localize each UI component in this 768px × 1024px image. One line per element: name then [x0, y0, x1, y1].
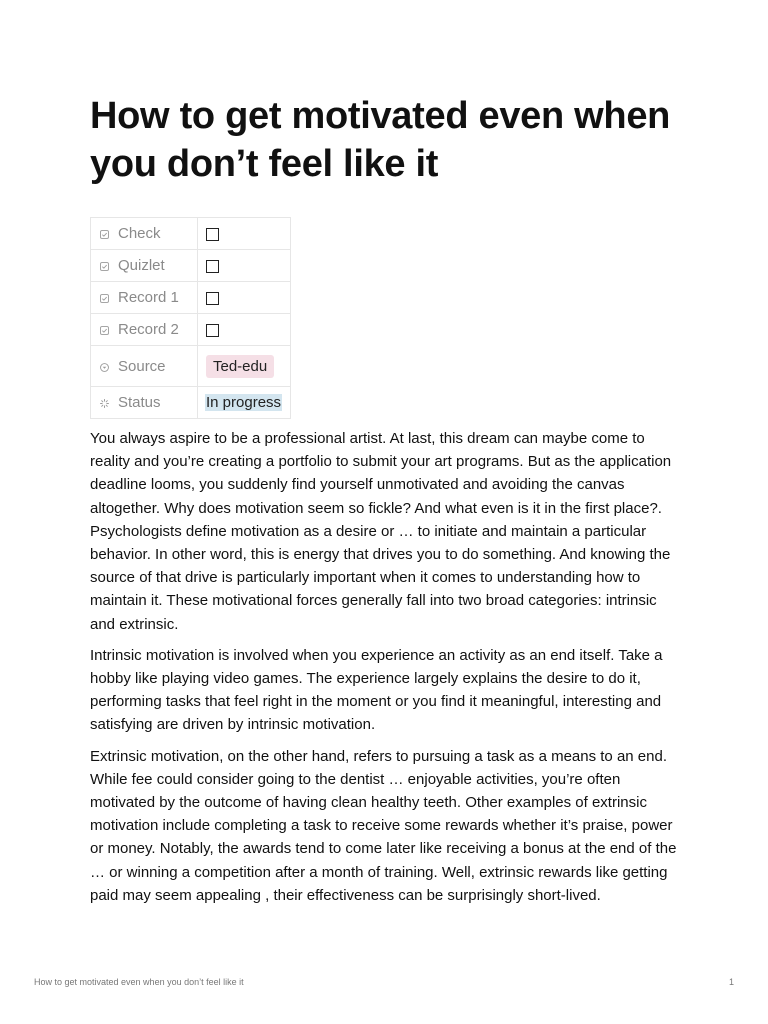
property-key — [91, 314, 198, 346]
checkbox-property-icon — [100, 294, 109, 303]
property-key — [91, 346, 198, 387]
source-tag[interactable]: Ted-edu — [206, 355, 274, 378]
property-label: Record 1 — [118, 289, 179, 306]
property-label: Status — [118, 394, 161, 411]
property-key — [91, 218, 198, 250]
property-row-check — [91, 218, 291, 250]
property-key — [91, 387, 198, 419]
property-value — [198, 218, 291, 250]
paragraph: You always aspire to be a professional artist. At last, this dream can maybe come to reality and you’re creating a portfolio to submit your art programs. But as the application deadline looms, you suddenly find yourself unmotivated and avoiding the canvas altogether. Why does motivation seem so fickle? And what even is it in the first place?. Psychologists define motivation as a desire or … to initiate and maintain a particular behavior. In other word, this is energy that drives you to do something. And knowing the source of that drive is particularly important when it comes to understanding how to maintain it. These motivational forces generally fall into two broad categories: intrinsic and extrinsic. — [90, 430, 672, 633]
checkbox-property-icon — [100, 326, 109, 335]
property-value — [198, 387, 291, 419]
status-property-icon — [100, 399, 109, 408]
property-row-quizlet — [91, 250, 291, 282]
checkbox-property-icon — [100, 230, 109, 239]
footer-page-number: 1 — [728, 977, 734, 987]
paragraph: Intrinsic motivation is involved when you experience an activity as an end itself. Take a hobby like playing video games. The experience largely explains the desire to do it, performing tasks that feel right in the moment or you find it meaningful, interesting and satisfying are driven by intrinsic motivation. — [90, 646, 663, 734]
status-tag[interactable]: In progress — [206, 394, 282, 411]
property-row-status — [91, 387, 291, 419]
paragraph: Extrinsic motivation, on the other hand, refers to pursuing a task as a means to an end. While fee could consider going to the dentist … enjoyable activities, you’re often motivated by the outcome of having clean healthy teeth. Other examples of extrinsic motivation include completing a task to receive some rewards whether it’s praise, power or money. Notably, the awards tend to come later like receiving a bonus at the end of the … or winning a competition after a month of training. Well, extrinsic rewards like getting paid may seem appealing , their effectiveness can be surprisingly short-lived. — [90, 747, 677, 904]
property-value — [198, 346, 291, 387]
property-label: Source — [118, 357, 166, 375]
property-value — [198, 250, 291, 282]
quizlet-checkbox[interactable] — [206, 260, 219, 273]
record-2-checkbox[interactable] — [206, 324, 219, 337]
select-property-icon — [100, 363, 109, 372]
page-body — [90, 427, 680, 915]
property-label: Record 2 — [118, 321, 179, 338]
record-1-checkbox[interactable] — [206, 292, 219, 305]
property-value — [198, 314, 291, 346]
property-row-record-1 — [91, 282, 291, 314]
property-label: Check — [118, 225, 161, 242]
page-title: How to get motivated even when you don’t feel like it — [90, 95, 671, 185]
checkbox-property-icon — [100, 262, 109, 271]
properties-table — [90, 217, 291, 419]
property-key — [91, 282, 198, 314]
property-row-source — [91, 346, 291, 387]
property-row-record-2 — [91, 314, 291, 346]
property-label: Quizlet — [118, 257, 165, 274]
footer-title: How to get motivated even when you don’t feel like it — [34, 977, 244, 987]
property-key — [91, 250, 198, 282]
check-checkbox[interactable] — [206, 228, 219, 241]
property-value — [198, 282, 291, 314]
